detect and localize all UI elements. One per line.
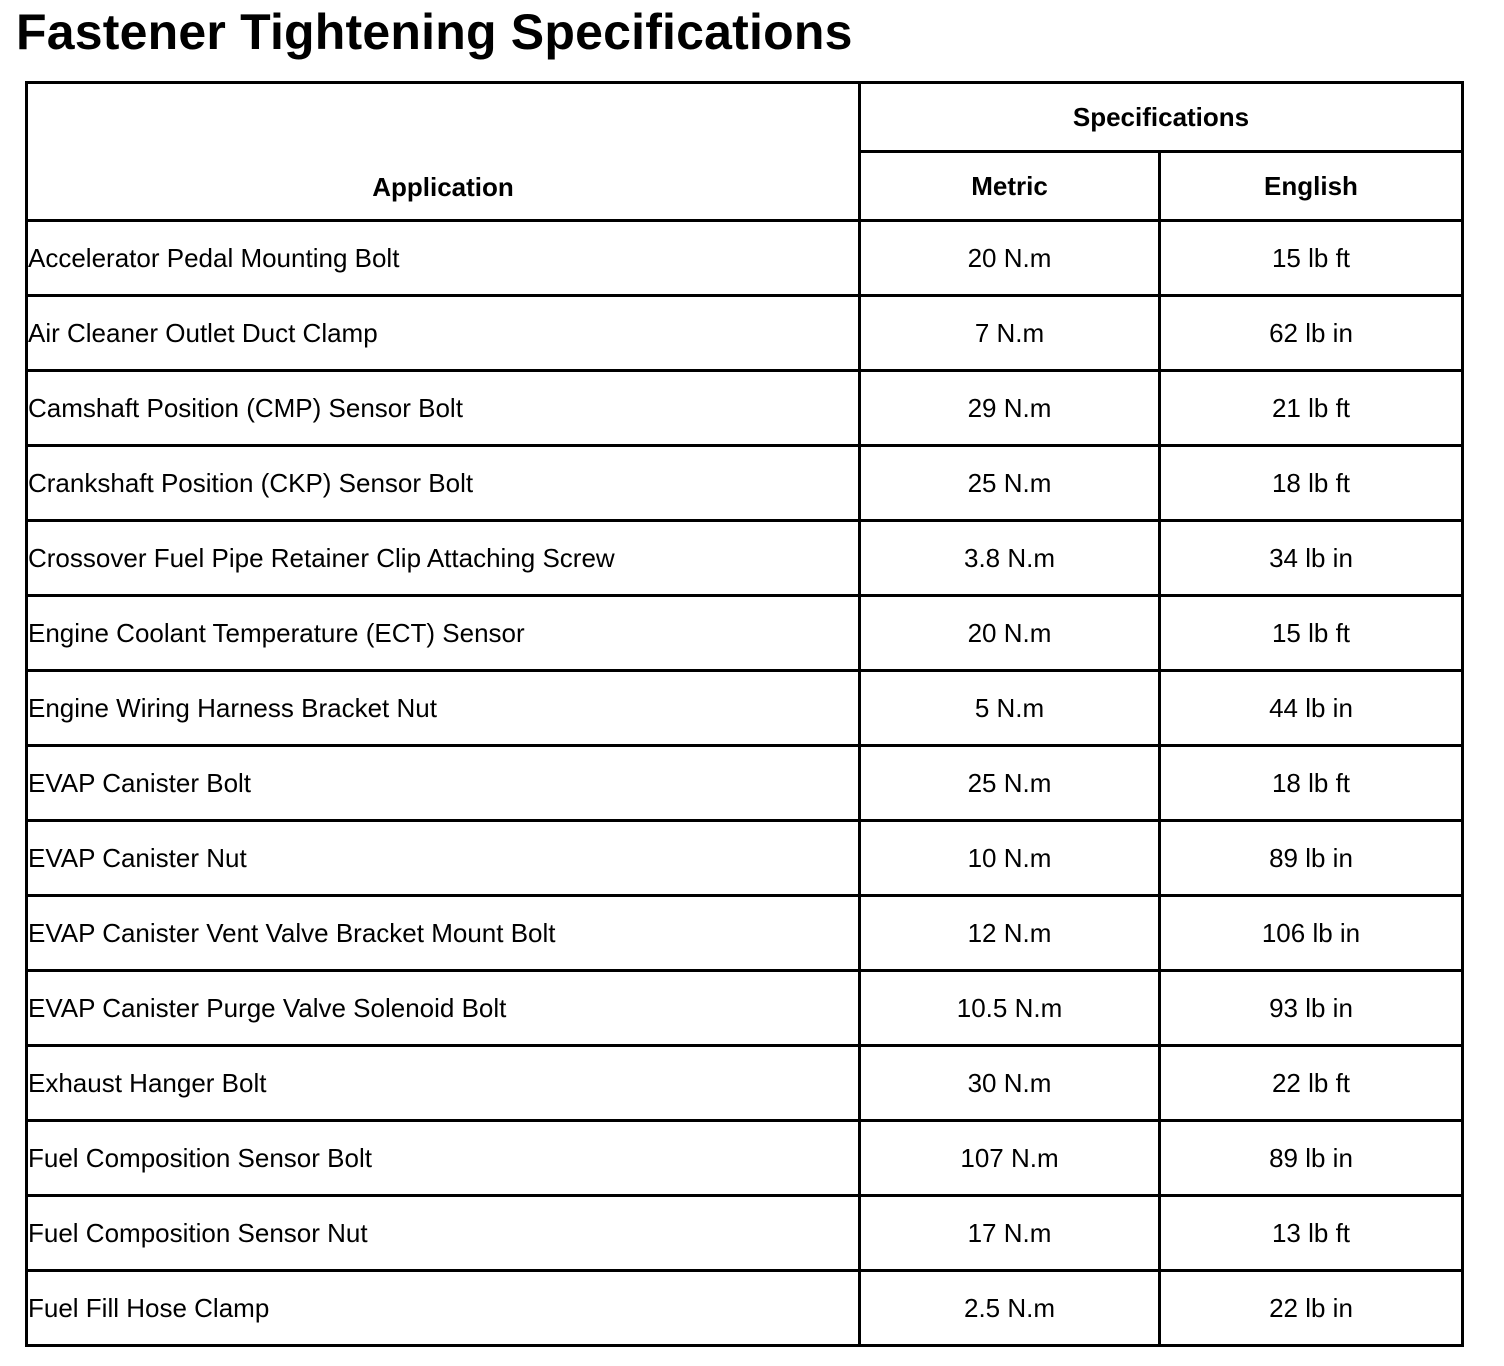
english-cell: 13 lb ft [1160, 1196, 1463, 1271]
application-cell: Air Cleaner Outlet Duct Clamp [27, 296, 860, 371]
metric-cell: 5 N.m [860, 671, 1160, 746]
english-cell: 22 lb ft [1160, 1046, 1463, 1121]
table-row [27, 971, 1463, 1046]
metric-cell: 107 N.m [860, 1121, 1160, 1196]
english-cell: 18 lb ft [1160, 446, 1463, 521]
application-cell: Exhaust Hanger Bolt [27, 1046, 860, 1121]
table-row [27, 821, 1463, 896]
metric-cell: 7 N.m [860, 296, 1160, 371]
header-row [27, 83, 1463, 152]
metric-cell: 2.5 N.m [860, 1271, 1160, 1346]
table-row [27, 896, 1463, 971]
metric-cell: 29 N.m [860, 371, 1160, 446]
metric-cell: 25 N.m [860, 746, 1160, 821]
application-cell: EVAP Canister Purge Valve Solenoid Bolt [27, 971, 860, 1046]
english-cell: 44 lb in [1160, 671, 1463, 746]
metric-cell: 30 N.m [860, 1046, 1160, 1121]
application-cell: EVAP Canister Bolt [27, 746, 860, 821]
english-cell: 22 lb in [1160, 1271, 1463, 1346]
application-cell: EVAP Canister Nut [27, 821, 860, 896]
application-cell: Fuel Fill Hose Clamp [27, 1271, 860, 1346]
table-row [27, 521, 1463, 596]
metric-cell: 20 N.m [860, 596, 1160, 671]
english-cell: 18 lb ft [1160, 746, 1463, 821]
table-body [27, 221, 1463, 1346]
specifications-header: Specifications [860, 83, 1463, 152]
english-cell: 89 lb in [1160, 1121, 1463, 1196]
table-header [27, 83, 1463, 221]
application-cell: EVAP Canister Vent Valve Bracket Mount Bolt [27, 896, 860, 971]
application-cell: Fuel Composition Sensor Bolt [27, 1121, 860, 1196]
metric-cell: 10 N.m [860, 821, 1160, 896]
table-row [27, 1196, 1463, 1271]
english-cell: 21 lb ft [1160, 371, 1463, 446]
table-row [27, 596, 1463, 671]
metric-header: Metric [860, 152, 1160, 221]
table-row [27, 371, 1463, 446]
application-cell: Engine Wiring Harness Bracket Nut [27, 671, 860, 746]
metric-cell: 12 N.m [860, 896, 1160, 971]
table-row [27, 1121, 1463, 1196]
table-row [27, 446, 1463, 521]
application-cell: Camshaft Position (CMP) Sensor Bolt [27, 371, 860, 446]
page-title: Fastener Tightening Specifications [16, 4, 853, 60]
table-row [27, 221, 1463, 296]
application-cell: Crossover Fuel Pipe Retainer Clip Attaching Screw [27, 521, 860, 596]
english-cell: 89 lb in [1160, 821, 1463, 896]
metric-cell: 20 N.m [860, 221, 1160, 296]
english-cell: 15 lb ft [1160, 596, 1463, 671]
table-row [27, 1046, 1463, 1121]
table-row [27, 296, 1463, 371]
english-cell: 106 lb in [1160, 896, 1463, 971]
english-cell: 62 lb in [1160, 296, 1463, 371]
table-row [27, 671, 1463, 746]
english-header: English [1160, 152, 1463, 221]
table-row [27, 1271, 1463, 1346]
english-cell: 15 lb ft [1160, 221, 1463, 296]
english-cell: 34 lb in [1160, 521, 1463, 596]
application-cell: Accelerator Pedal Mounting Bolt [27, 221, 860, 296]
application-cell: Engine Coolant Temperature (ECT) Sensor [27, 596, 860, 671]
metric-cell: 25 N.m [860, 446, 1160, 521]
application-cell: Crankshaft Position (CKP) Sensor Bolt [27, 446, 860, 521]
metric-cell: 10.5 N.m [860, 971, 1160, 1046]
application-header: Application [27, 83, 860, 221]
application-cell: Fuel Composition Sensor Nut [27, 1196, 860, 1271]
metric-cell: 3.8 N.m [860, 521, 1160, 596]
specifications-table [25, 81, 1464, 1347]
metric-cell: 17 N.m [860, 1196, 1160, 1271]
table-row [27, 746, 1463, 821]
english-cell: 93 lb in [1160, 971, 1463, 1046]
